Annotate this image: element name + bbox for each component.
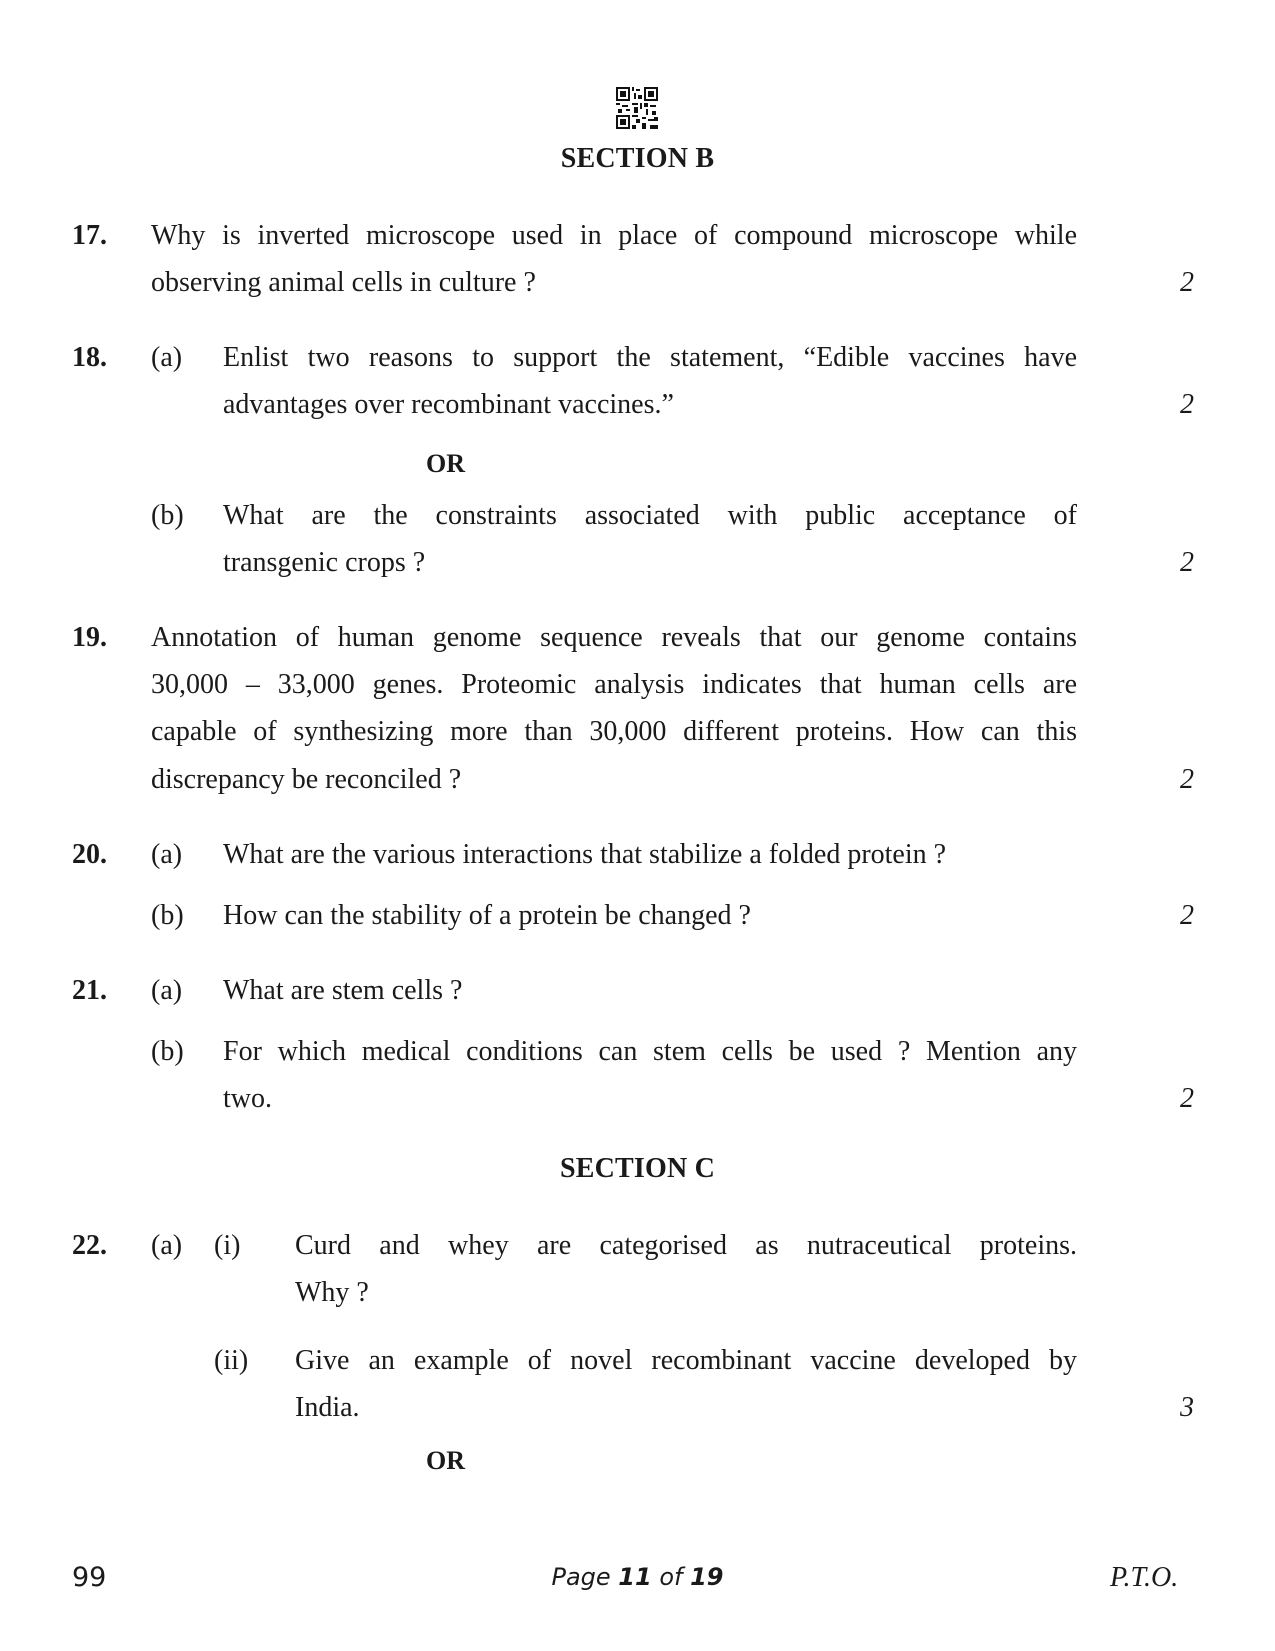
part-label: (a) bbox=[151, 839, 183, 870]
part-label: (b) bbox=[151, 1036, 184, 1067]
current-page: 11 bbox=[618, 1563, 652, 1591]
question-text-line: Curd and whey are categorised as nutraceutical proteins. bbox=[295, 1230, 1077, 1261]
question-number: 21. bbox=[72, 975, 107, 1006]
subpart-label: (i) bbox=[214, 1230, 241, 1261]
question-number: 22. bbox=[72, 1230, 107, 1261]
question-text-line: Give an example of novel recombinant vaccine developed by bbox=[295, 1345, 1077, 1376]
question-number: 18. bbox=[72, 342, 107, 373]
marks-label: 2 bbox=[1180, 900, 1194, 931]
question-text-line: transgenic crops ? bbox=[223, 547, 426, 578]
paper-code: 99 bbox=[72, 1562, 107, 1593]
marks-label: 2 bbox=[1180, 389, 1194, 420]
question-text-line: Annotation of human genome sequence reveals that our genome contains bbox=[151, 622, 1077, 653]
question-text-line: discrepancy be reconciled ? bbox=[151, 764, 462, 795]
question-text-line: What are the various interactions that stabilize a folded protein ? bbox=[223, 839, 947, 870]
part-label: (b) bbox=[151, 500, 184, 531]
section-c-heading: SECTION C bbox=[559, 1153, 716, 1184]
part-label: (a) bbox=[151, 975, 183, 1006]
question-text-line: advantages over recombinant vaccines.” bbox=[223, 389, 674, 420]
qr-code-icon bbox=[616, 87, 658, 129]
question-number: 20. bbox=[72, 839, 107, 870]
question-text-line: For which medical conditions can stem cells be used ? Mention any bbox=[223, 1036, 1077, 1067]
pto-label: P.T.O. bbox=[1110, 1562, 1179, 1593]
subpart-label: (ii) bbox=[214, 1345, 249, 1376]
or-label: OR bbox=[426, 449, 465, 478]
page-of: of bbox=[651, 1563, 691, 1591]
question-text-line: 30,000 – 33,000 genes. Proteomic analysis indicates that human cells are bbox=[151, 669, 1077, 700]
question-text-line: How can the stability of a protein be changed ? bbox=[223, 900, 751, 931]
or-label: OR bbox=[426, 1446, 465, 1475]
section-b-heading: SECTION B bbox=[560, 143, 715, 174]
part-label: (a) bbox=[151, 1230, 183, 1261]
page-number bbox=[0, 1563, 1275, 1591]
marks-label: 2 bbox=[1180, 764, 1194, 795]
question-text-line: Why is inverted microscope used in place of compound microscope while bbox=[151, 220, 1077, 251]
marks-label: 2 bbox=[1180, 1083, 1194, 1114]
marks-label: 2 bbox=[1180, 267, 1194, 298]
part-label: (b) bbox=[151, 900, 184, 931]
question-number: 19. bbox=[72, 622, 107, 653]
question-text-line: What are stem cells ? bbox=[223, 975, 463, 1006]
marks-label: 3 bbox=[1180, 1392, 1194, 1423]
question-text-line: capable of synthesizing more than 30,000 different proteins. How can this bbox=[151, 716, 1077, 747]
question-text-line: observing animal cells in culture ? bbox=[151, 267, 536, 298]
marks-label: 2 bbox=[1180, 547, 1194, 578]
part-label: (a) bbox=[151, 342, 183, 373]
question-text-line: What are the constraints associated with public acceptance of bbox=[223, 500, 1077, 531]
question-text-line: India. bbox=[295, 1392, 360, 1423]
question-number: 17. bbox=[72, 220, 107, 251]
question-text-line: Enlist two reasons to support the statement, “Edible vaccines have bbox=[223, 342, 1077, 373]
question-text-line: Why ? bbox=[295, 1277, 369, 1308]
total-pages: 19 bbox=[690, 1563, 724, 1591]
question-text-line: two. bbox=[223, 1083, 272, 1114]
page-prefix: Page bbox=[551, 1563, 619, 1591]
